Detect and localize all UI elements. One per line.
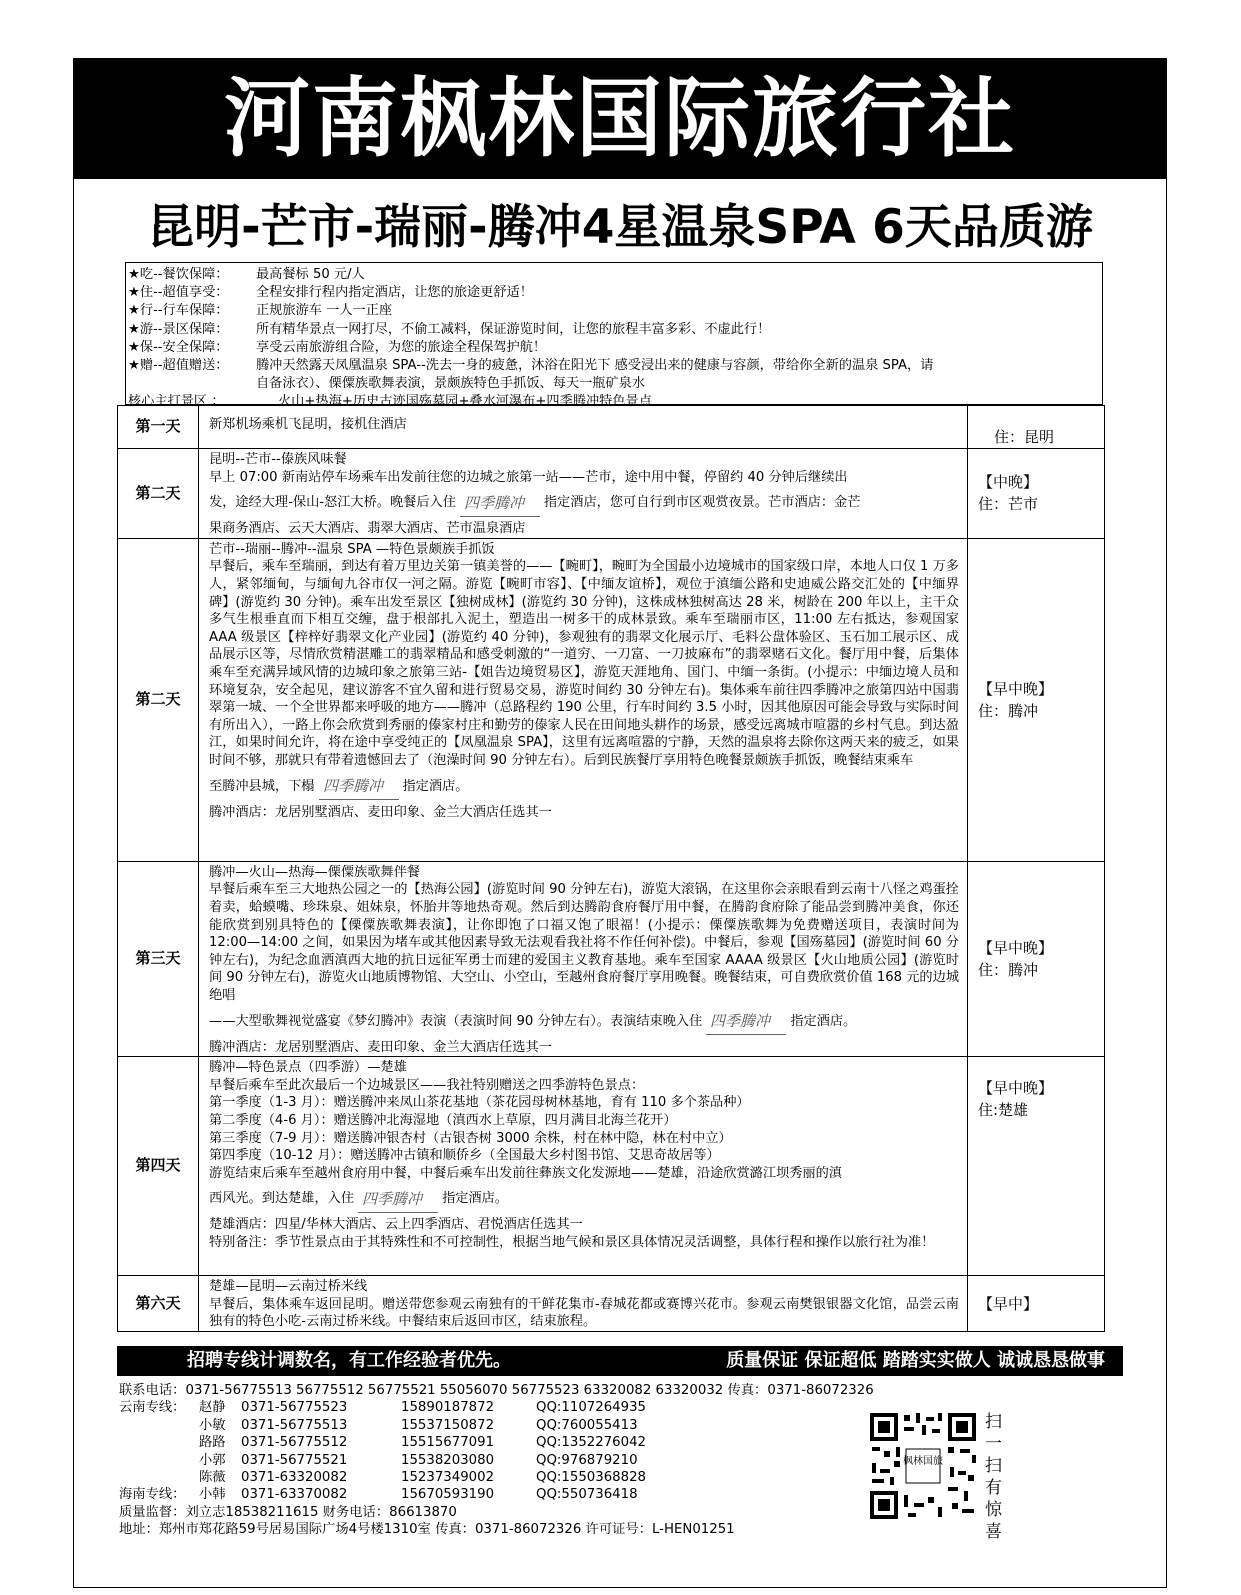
company-banner: 河南枫林国际旅行社 <box>74 59 1166 179</box>
day-label: 第六天 <box>118 1276 199 1332</box>
yunnan-contact: 云南专线： 赵静 0371-56775523 15890187872 QQ:1107264935 <box>119 1400 647 1416</box>
meal-stay: 【早中晚】 住：腾冲 <box>968 861 1105 1056</box>
meal-stay: 【早中】 <box>968 1276 1105 1332</box>
hotel-line: 至腾冲县城，下榻 四季腾冲 指定酒店。 <box>209 770 959 804</box>
four-seasons-logo-icon <box>460 490 540 517</box>
yunnan-contact: 路路 0371-56775512 15515677091 QQ:1352276042 <box>199 1435 647 1451</box>
day-description: 腾冲—特色景点（四季游）—楚雄 早餐后乘车至此次最后一个边城景区——我社特别赠送之四季游特色景点： 第一季度（1-3 月）：赠送腾冲来凤山茶花基地（茶花园母树林基地，育有 110 多个茶品种） 第二季度（4-6 月）：赠送腾冲北海湿地（滇西水上草原，四月满目北海兰花开） 第三季度（7-9 月）：赠送腾冲银杏村（古银杏树 3000 余株，村在林中隐，林在村中立） 第四季度（10-12 月）：赠送腾冲古镇和顺侨乡（全国最大乡村图书馆、艾思奇故居等） 游览结束后乘车至越州食府用中餐，中餐后乘车出发前往彝族文化发源地——楚雄，沿途欣赏潞江坝秀丽的滇 西风光。到达楚雄，入住 四季腾冲 指定酒店。 楚雄酒店：四星/华林大酒店、云上四季酒店、君悦酒店任选其一 特别备注：季节性景点由于其特殊性和不可控制性，根据当地气候和景区具体情况灵活调整，具体行程和操作以旅行社为准！ <box>199 1057 968 1276</box>
day-description: 昆明--芒市--傣族风味餐 早上 07:00 新南站停车场乘车出发前往您的边城之旅第一站——芒市，途中用中餐，停留约 40 分钟后继续出 发，途经大理-保山-怒江大桥。晚餐后入住 四季腾冲 指定酒店，您可自行到市区观赏夜景。芒市酒店：金芒 果商务酒店、云天大酒店、翡翠大酒店、芒市温泉酒店 <box>199 449 968 539</box>
perks-box <box>125 262 1103 410</box>
day-description: 楚雄—昆明—云南过桥米线 早餐后，集体乘车返回昆明。赠送带您参观云南独有的干鲜花集市-春城花都或赛博兴花市。参观云南樊银银器文化馆，品尝云南独有的特色小吃-云南过桥米线。中餐结束后返回市区，结束旅程。 <box>199 1276 968 1332</box>
day-description: 新郑机场乘机飞昆明，接机住酒店 <box>199 406 968 449</box>
hainan-contact: 海南专线： 小韩 0371-63370082 15670593190 QQ:550736418 <box>119 1487 638 1503</box>
itinerary-table <box>117 405 1105 1332</box>
svg-text:四季腾冲: 四季腾冲 <box>463 493 524 512</box>
itinerary-row-day3 <box>118 861 1105 1056</box>
four-seasons-logo-icon <box>358 1186 438 1213</box>
yunnan-contact: 陈薇 0371-63320082 15237349002 QQ:1550368828 <box>199 1470 647 1486</box>
meal-stay: 住：昆明 <box>968 406 1105 449</box>
meal-stay: 【早中晚】 住：腾冲 <box>968 538 1105 861</box>
hotel-line: 发，途经大理-保山-怒江大桥。晚餐后入住 四季腾冲 指定酒店，您可自行到市区观赏夜景。芒市酒店：金芒 <box>209 486 959 520</box>
itinerary-row-day1 <box>118 406 1105 449</box>
svg-text:四季腾冲: 四季腾冲 <box>322 777 383 795</box>
svg-text:枫林国旅: 枫林国旅 <box>903 1456 943 1467</box>
meal-stay: 【早中晚】 住:楚雄 <box>968 1057 1105 1276</box>
itinerary-row-day2b <box>118 538 1105 861</box>
core-attractions: 核心主打景区 ： 火山+热海+历史古迹国殇墓园+叠水河瀑布+四季腾冲特色景点 <box>128 394 652 410</box>
svg-text:四季腾冲: 四季腾冲 <box>362 1189 423 1208</box>
svg-text:四季腾冲: 四季腾冲 <box>710 1012 771 1031</box>
day-description: 腾冲—火山—热海—傈僳族歌舞伴餐 早餐后乘车至三大地热公园之一的【热海公园】(游览时间 90 分钟左右)，游览大滚锅，在这里你会亲眼看到云南十八怪之鸡蛋拴着卖，蛤蟆嘴、珍珠泉、姐妹泉，怀胎井等地热奇观。然后到达腾韵食府餐厅用中餐，在腾韵食府除了能品尝到腾冲美食，你还能欣赏到别具特色的【傈僳族歌舞表演】，让你即饱了口福又饱了眼福！(小提示：傈僳族歌舞为免费赠送项目，表演时间为 12:00—14:00 之间，如果因为堵车或其他因素导致无法观看我社将不作任何补偿)。中餐后，参观【国殇墓园】(游览时间 60 分钟左右)，为纪念血洒滇西大地的抗日远征军勇士而建的爱国主义教育基地。乘车至国家 AAAA 级景区【火山地质公园】(游览时间 90 分钟左右)，游览火山地质博物馆、大空山、小空山，至越州食府餐厅享用晚餐。晚餐结束，可自费欣赏价值 168 元的边城绝唱 ——大型歌舞视觉盛宴《梦幻腾冲》表演（表演时间 90 分钟左右）。表演结束晚入住 四季腾冲 指定酒店。 腾冲酒店：龙居别墅酒店、麦田印象、金兰大酒店任选其一 <box>199 861 968 1056</box>
four-seasons-logo-icon <box>319 773 399 800</box>
day-label: 第二天 <box>118 538 199 861</box>
address-line: 地址：郑州市郑花路59号居易国际广场4号楼1310室 传真：0371-86072326 许可证号：L-HEN01251 <box>119 1522 735 1538</box>
slogan-text: 质量保证 保证超低 踏踏实实做人 诚诚恳恳做事 <box>726 1350 1105 1371</box>
qr-code-icon <box>868 1411 978 1521</box>
meal-stay: 【中晚】 住：芒市 <box>968 449 1105 539</box>
yunnan-contact: 小郭 0371-56775521 15538203080 QQ:976879210 <box>199 1452 638 1468</box>
contact-phones: 联系电话：0371-56775513 56775512 56775521 55056070 56775523 63320082 63320032 传真：0371-86072326 <box>119 1383 874 1398</box>
contact-block <box>119 1382 919 1539</box>
itinerary-row-day6 <box>118 1276 1105 1332</box>
day-description: 芒市--瑞丽--腾冲--温泉 SPA —特色景颇族手抓饭 早餐后，乘车至瑞丽，到达有着万里边关第一镇美誉的——【畹町】，畹町为全国最小边境城市的国家级口岸，本地人口仅 1 万多人，紧邻缅甸，与缅甸九谷市仅一河之隔。游览【畹町市容】、【中缅友谊桥】，观位于滇缅公路和史迪威公路交汇处的【中缅界碑】(游览约 30 分钟)。乘车出发至景区【独树成林】(游览约 30 分钟)，这株成林独树高达 28 米，树龄在 200 年以上，主干众多气生根垂直而下相互交缠，盘于根部扎入泥土，塑造出一树多干的成林景致。乘车至瑞丽市区，11:00 左右抵达，参观国家 AAA 级景区【梓梓好翡翠文化产业园】(游览约 40 分钟)，参观独有的翡翠文化展示厅、毛料公盘体验区、玉石加工展示区、成品展示区等，尽情欣赏精湛雕工的翡翠精品和感受刺激的“一道穷、一刀富、一刀披麻布”的翡翠赌石文化。餐厅用中餐，后集体乘车至充满异域风情的边城印象之旅第三站-【姐告边境贸易区】，游览天涯地角、国门、中缅一条街。(小提示：中缅边境人员和环境复杂，安全起见，建议游客不宜久留和进行贸易交易，游览时间约 30 分钟左右)。集体乘车前往四季腾冲之旅第四站中国翡翠第一城、一个全世界都来呼吸的地方——腾冲（总路程约 190 公里，行车时间约 3.5 小时，因其他原因可能会导致与实际时间有所出入），一路上你会欣赏到秀丽的傣家村庄和勤劳的傣家人民在田间地头耕作的场景，感受远离城市喧嚣的乡村气息。到达盈江，如果时间允许，将在途中享受纯正的【凤凰温泉 SPA】，这里有远离喧嚣的宁静，天然的温泉将去除你这两天来的疲乏，如果时间不够，那就只有带着遗憾回去了（泡澡时间 90 分钟左右）。后到民族餐厅享用特色晚餐景颇族手抓饭，晚餐结束乘车 至腾冲县城，下榻 四季腾冲 指定酒店。 腾冲酒店：龙居别墅酒店、麦田印象、金兰大酒店任选其一 <box>199 538 968 861</box>
four-seasons-logo-icon <box>706 1008 786 1035</box>
quality-line: 质量监督：刘立志18538211615 财务电话：86613870 <box>119 1504 457 1520</box>
day-label: 第四天 <box>118 1057 199 1276</box>
day-label: 第二天 <box>118 449 199 539</box>
route-title: 昆明-芒市-瑞丽-腾冲4星温泉SPA 6天品质游 <box>147 200 1093 255</box>
perk-row: ★吃--餐饮保障： 最高餐标 50 元/人 <box>128 267 365 282</box>
perk-row: ★住--超值享受： 全程安排行程内指定酒店，让您的旅途更舒适！ <box>128 285 533 301</box>
scan-prompt: 扫一扫有惊喜 <box>985 1412 1002 1542</box>
itinerary-row-day2a <box>118 449 1105 539</box>
perk-row: ★保--安全保障： 享受云南旅游组合险，为您的旅途全程保驾护航！ <box>128 339 547 355</box>
hotel-line: 西风光。到达楚雄，入住 四季腾冲 指定酒店。 <box>209 1182 959 1216</box>
hotel-line: ——大型歌舞视觉盛宴《梦幻腾冲》表演（表演时间 90 分钟左右）。表演结束晚入住 四季腾冲 指定酒店。 <box>209 1005 959 1039</box>
perk-row: ★游--景区保障： 所有精华景点一网打尽，不偷工减料，保证游览时间，让您的旅程丰富多彩、不虚此行！ <box>128 321 771 337</box>
itinerary-row-day4 <box>118 1057 1105 1276</box>
perk-row: ★行--行车保障： 正规旅游车 一人一正座 <box>128 303 393 319</box>
slogan-stripe <box>117 1346 1123 1376</box>
day-label: 第三天 <box>118 861 199 1056</box>
recruit-text: 招聘专线计调数名，有工作经验者优先。 <box>187 1350 511 1371</box>
day-label: 第一天 <box>118 406 199 449</box>
perk-row: ★赠--超值赠送： 腾冲天然露天凤凰温泉 SPA--洗去一身的疲惫，沐浴在阳光下 感受浸出来的健康与容颜，带给你全新的温泉 SPA，请自备泳衣）、傈僳族歌舞表演，景颇族特色手抓饭、每天一瓶矿泉水 <box>128 358 934 392</box>
yunnan-contact: 小敏 0371-56775513 15537150872 QQ:760055413 <box>199 1417 638 1433</box>
